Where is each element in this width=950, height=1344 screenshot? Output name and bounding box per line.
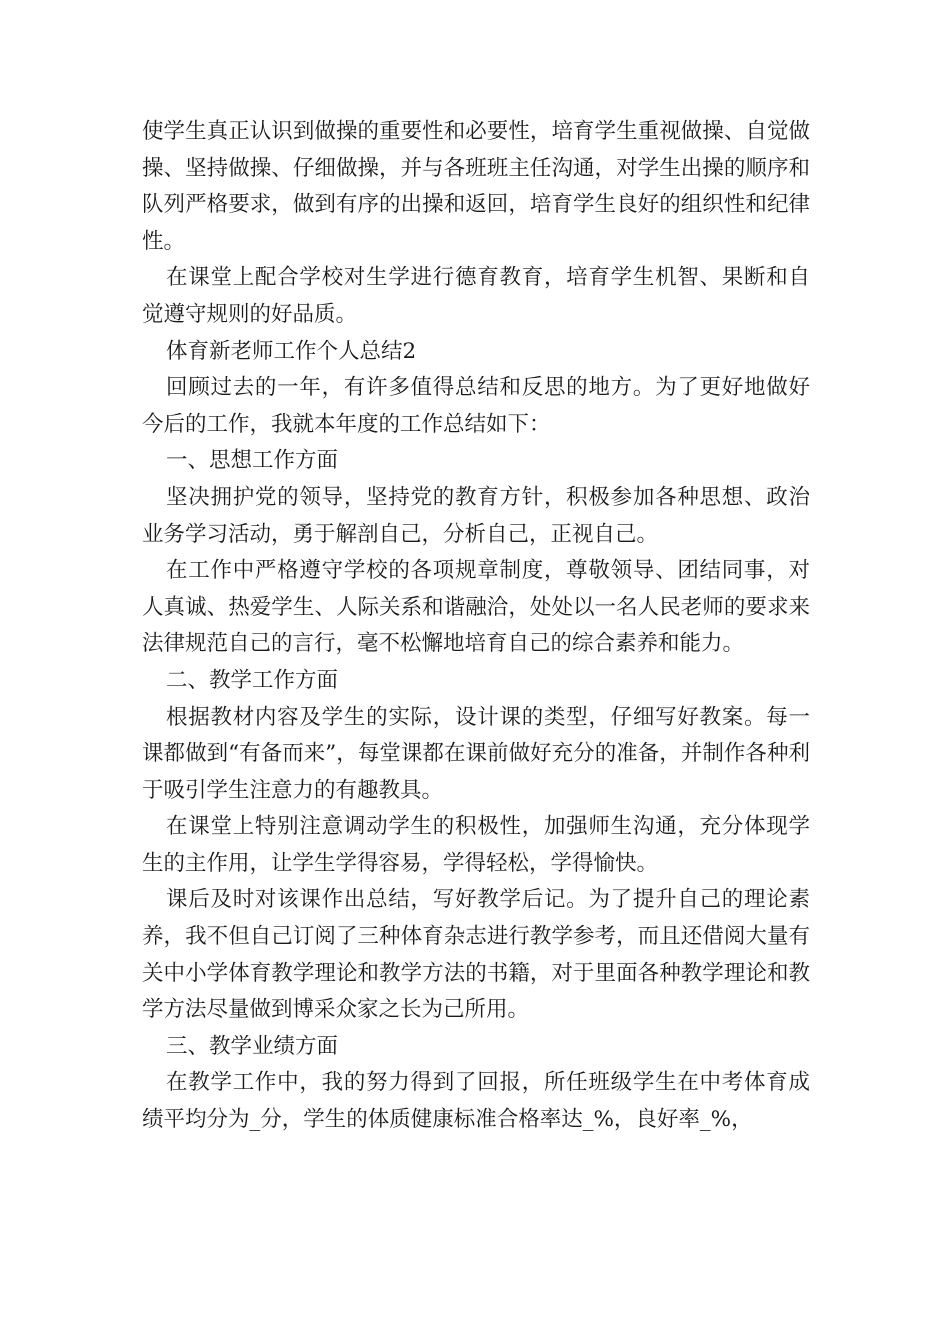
heading-teaching-work: 二、教学工作方面 (166, 667, 339, 693)
paragraph-rules: 在工作中严格遵守学校的各项规章制度，尊敬领导、团结同事，对人真诚、热爱学生、人际关系和谐融洽，处处以一名人民老师的要求来法律规范自己的言行，毫不松懈地培育自己的综合素养和能力。 (142, 558, 810, 657)
paragraph-classroom: 在课堂上特别注意调动学生的积极性，加强师生沟通，充分体现学生的主作用，让学生学得容易，学得轻松，学得愉快。 (142, 814, 810, 876)
section-title-summary-2: 体育新老师工作个人总结2 (166, 338, 417, 364)
paragraph-lesson-prep: 根据教材内容及学生的实际，设计课的类型，仔细写好教案。每一课都做到“有备而来”，每堂课都在课前做好充分的准备，并制作各种利于吸引学生注意力的有趣教具。 (142, 704, 810, 803)
document-body (142, 114, 810, 1139)
paragraph-after-class: 课后及时对该课作出总结，写好教学后记。为了提升自己的理论素养，我不但自己订阅了三种体育杂志进行教学参考，而且还借阅大量有关中小学体育教学理论和教学方法的书籍，对于里面各种教学理论和教学方法尽量做到博采众家之长为己所用。 (142, 887, 810, 1023)
paragraph-party-support: 坚决拥护党的领导，坚持党的教育方针，积极参加各种思想、政治业务学习活动，勇于解剖自己，分析自己，正视自己。 (142, 484, 810, 547)
paragraph-continued: 使学生真正认识到做操的重要性和必要性，培育学生重视做操、自觉做操、坚持做操、仔细做操，并与各班班主任沟通，对学生出操的顺序和队列严格要求，做到有序的出操和返回，培育学生良好的组织性和纪律性。 (142, 119, 810, 254)
heading-ideology: 一、思想工作方面 (166, 448, 339, 474)
paragraph-intro: 回顾过去的一年，有许多值得总结和反思的地方。为了更好地做好今后的工作，我就本年度的工作总结如下： (142, 375, 810, 437)
heading-teaching-results: 三、教学业绩方面 (166, 1033, 339, 1059)
paragraph-moral-education: 在课堂上配合学校对生学进行德育教育，培育学生机智、果断和自觉遵守规则的好品质。 (142, 265, 810, 327)
paragraph-results: 在教学工作中，我的努力得到了回报，所任班级学生在中考体育成绩平均分为_分，学生的体质健康标准合格率达_%，良好率_%， (142, 1070, 810, 1133)
